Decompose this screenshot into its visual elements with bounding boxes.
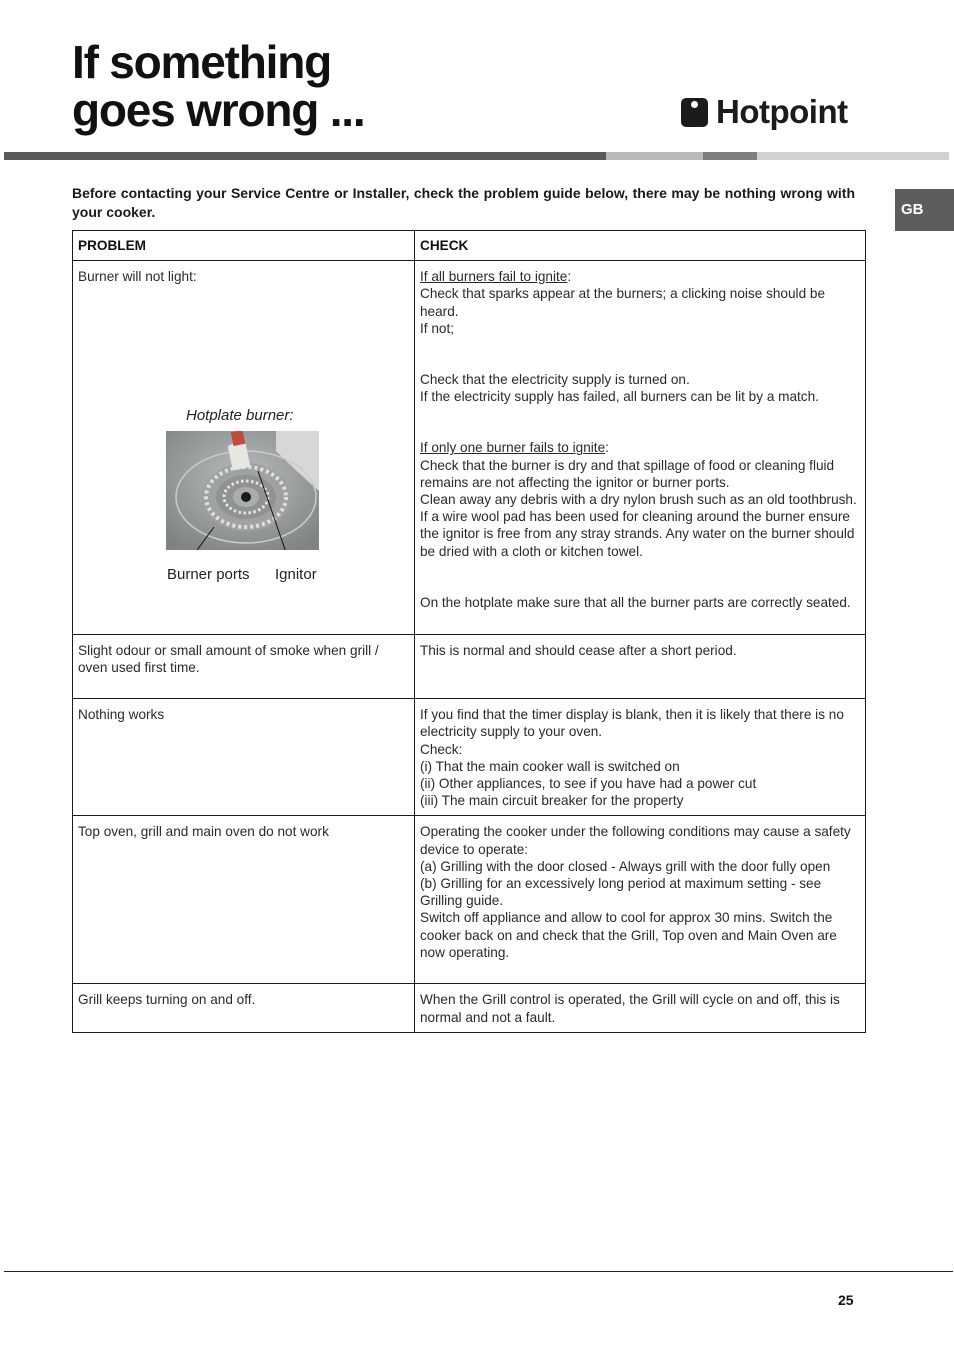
check-text: Check: xyxy=(420,741,463,757)
check-text: Switch off appliance and allow to cool for approx 30 mins. Switch the cooker back on and check that the Grill, Top oven and Main Oven are now operating. xyxy=(420,910,837,960)
table-header-row xyxy=(73,231,866,261)
check-text: Check that the electricity supply is turned on. xyxy=(420,372,690,388)
check-text: Operating the cooker under the following conditions may cause a safety device to operate: xyxy=(420,824,851,857)
check-text: Clean away any debris with a dry nylon brush such as an old toothbrush. If a wire wool pad has been used for cleaning around the burner ensure the ignitor is free from any stray strands. Any water on the burner should be dried with a cloth or kitchen towel. xyxy=(420,492,857,559)
hotplate-burner-photo xyxy=(166,431,319,550)
label-burner-ports: Burner ports xyxy=(167,566,250,584)
label-ignitor: Ignitor xyxy=(275,566,317,584)
check-text: (ii) Other appliances, to see if you have had a power cut xyxy=(420,776,757,792)
problem-cell xyxy=(73,261,415,635)
subheading-colon: : xyxy=(567,269,572,285)
figure-caption: Hotplate burner: xyxy=(186,407,294,425)
brand-logo-text: Hotpoint xyxy=(716,93,848,130)
column-header-check: CHECK xyxy=(415,231,866,261)
check-cell xyxy=(415,261,866,635)
page-number: 25 xyxy=(838,1292,854,1308)
burner-figure xyxy=(78,268,409,608)
problem-text: Burner will not light: xyxy=(78,269,197,285)
check-text: Check that sparks appear at the burners; a clicking noise should be heard. xyxy=(420,286,826,319)
check-text: On the hotplate make sure that all the burner parts are correctly seated. xyxy=(420,594,851,610)
problem-cell: Slight odour or small amount of smoke when grill / oven used first time. xyxy=(73,635,415,699)
brand-logo-icon xyxy=(681,98,708,127)
footer-rule xyxy=(4,1271,953,1272)
check-text: If the electricity supply has failed, all burners can be lit by a match. xyxy=(420,389,819,405)
check-cell xyxy=(415,816,866,984)
check-text: This is normal and should cease after a short period. xyxy=(420,643,737,659)
page-title xyxy=(72,38,364,134)
table-row xyxy=(73,816,866,984)
header-bar-segment xyxy=(4,152,606,160)
language-tab: GB xyxy=(895,189,954,231)
problem-cell: Top oven, grill and main oven do not work xyxy=(73,816,415,984)
table-row xyxy=(73,699,866,816)
check-text: Check that the burner is dry and that spillage of food or cleaning fluid remains are not affecting the ignitor or burner ports. xyxy=(420,457,835,490)
check-cell xyxy=(415,699,866,816)
page-title-line1: If something xyxy=(72,36,332,88)
header-bar-segment xyxy=(757,152,949,160)
intro-text: Before contacting your Service Centre or Installer, check the problem guide below, there may be nothing wrong with your cooker. xyxy=(72,185,855,220)
check-cell xyxy=(415,635,866,699)
check-text: If you find that the timer display is blank, then it is likely that there is no electricity supply to your oven. xyxy=(420,707,844,740)
check-cell xyxy=(415,984,866,1032)
page-title-line2: goes wrong ... xyxy=(72,84,365,136)
problem-cell: Nothing works xyxy=(73,699,415,816)
table-row xyxy=(73,261,866,635)
check-text: If not; xyxy=(420,320,455,336)
check-text: (b) Grilling for an excessively long period at maximum setting - see Grilling guide. xyxy=(420,876,822,909)
check-text: When the Grill control is operated, the Grill will cycle on and off, this is normal and not a fault. xyxy=(420,992,840,1025)
problem-cell: Grill keeps turning on and off. xyxy=(73,984,415,1032)
table-row xyxy=(73,635,866,699)
header-bar-segment xyxy=(703,152,757,160)
brand-logo xyxy=(681,92,848,132)
table-row xyxy=(73,984,866,1032)
problem-guide-table xyxy=(72,230,866,1033)
check-text: (a) Grilling with the door closed - Always grill with the door fully open xyxy=(420,858,831,874)
check-text: (iii) The main circuit breaker for the property xyxy=(420,793,684,809)
header-bar-segment xyxy=(606,152,703,160)
subheading-all-burners: If all burners fail to ignite xyxy=(420,269,568,285)
check-text: (i) That the main cooker wall is switched on xyxy=(420,758,680,774)
column-header-problem: PROBLEM xyxy=(73,231,415,261)
subheading-colon: : xyxy=(605,440,609,456)
subheading-one-burner: If only one burner fails to ignite xyxy=(420,440,606,456)
